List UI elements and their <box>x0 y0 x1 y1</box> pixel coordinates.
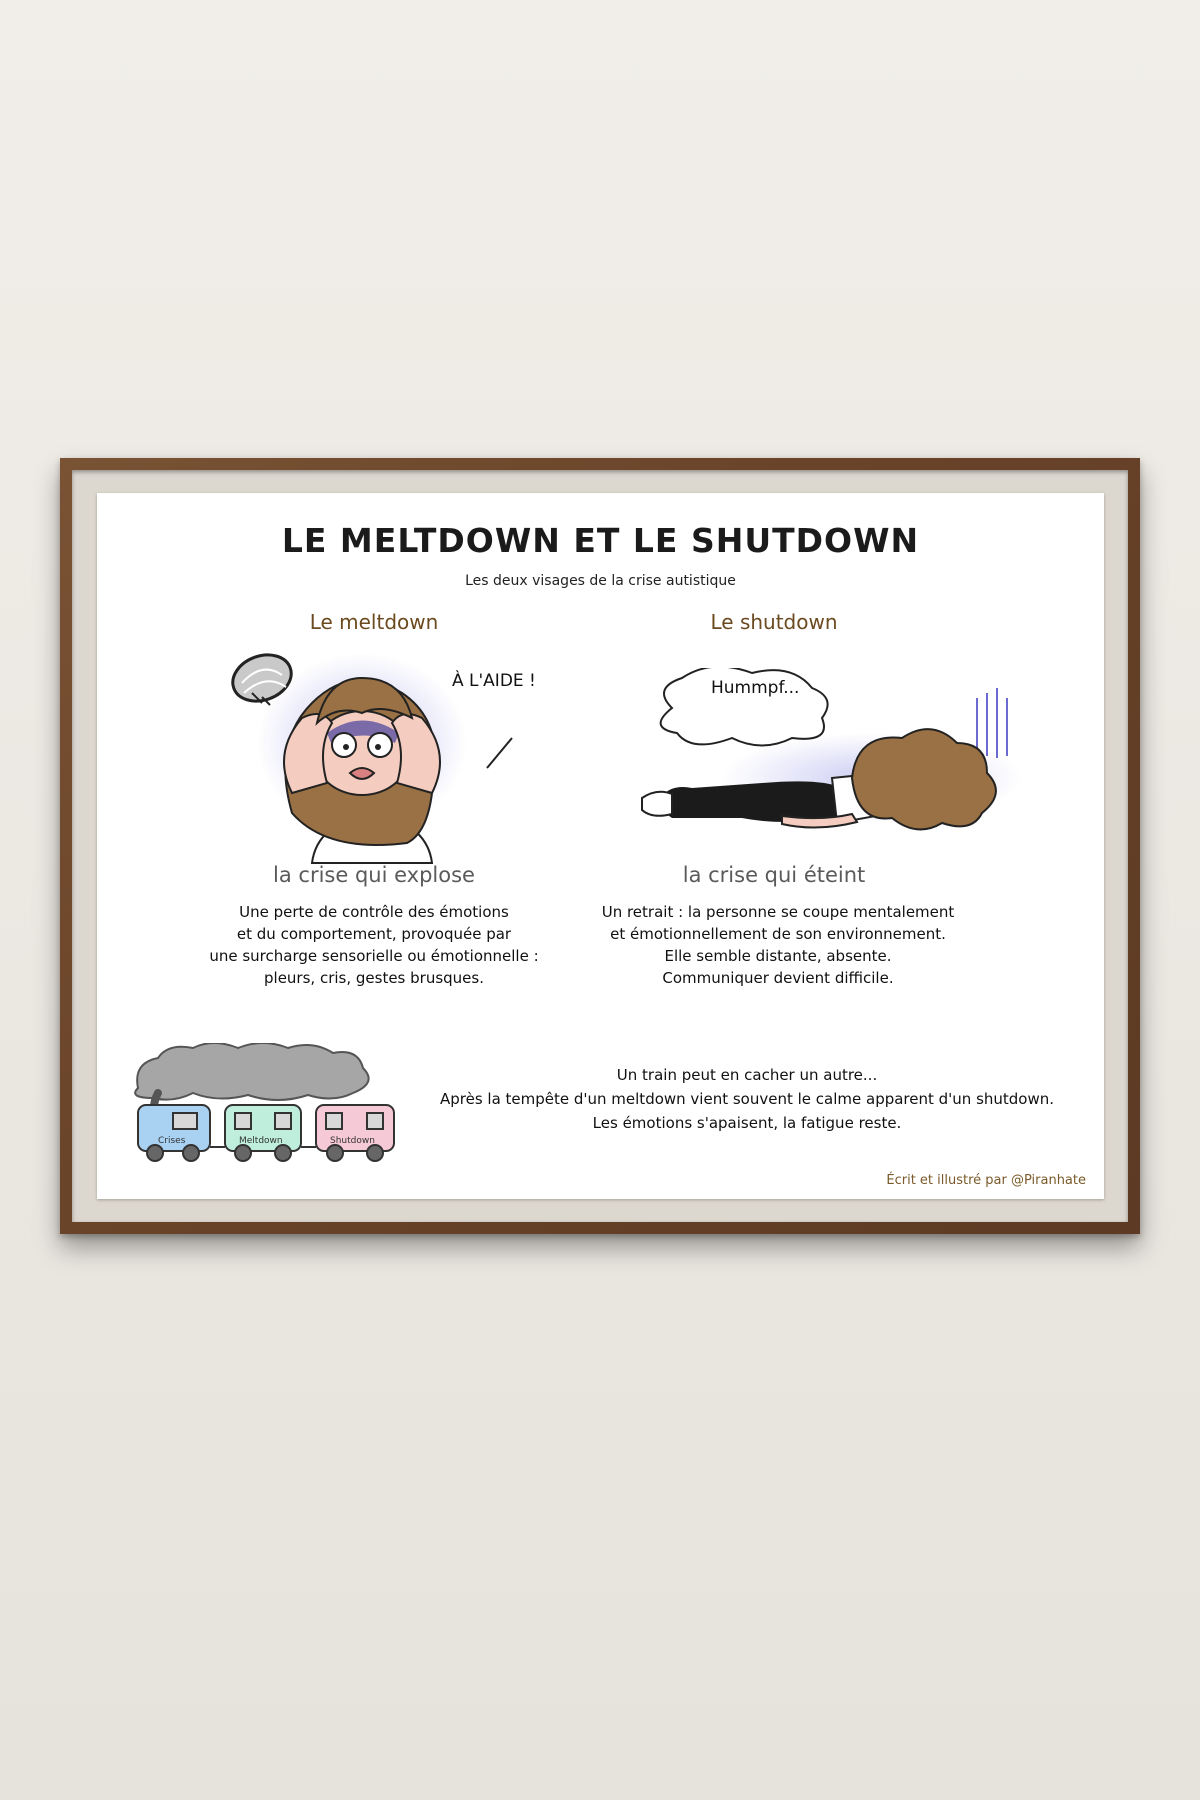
shutdown-illustration <box>632 668 1032 848</box>
poster <box>97 493 1104 1199</box>
credit: Écrit et illustré par @Piranhate <box>886 1173 1086 1188</box>
shutdown-description <box>548 901 1008 989</box>
meltdown-line: pleurs, cris, gestes brusques. <box>264 969 484 987</box>
shutdown-line: et émotionnellement de son environnement. <box>610 925 946 943</box>
bottom-line: Après la tempête d'un meltdown vient souvent le calme apparent d'un shutdown. <box>439 1090 1055 1108</box>
shutdown-caption: la crise qui éteint <box>682 863 866 887</box>
poster-title: LE MELTDOWN ET LE SHUTDOWN <box>281 521 920 560</box>
wagon-label: Shutdown <box>330 1136 375 1146</box>
bottom-text <box>397 1063 1097 1135</box>
shutdown-heading: Le shutdown <box>710 610 838 634</box>
shutdown-speech: Hummpf... <box>711 678 800 698</box>
shutdown-line: Communiquer devient difficile. <box>662 969 894 987</box>
poster-subtitle: Les deux visages de la crise autistique <box>465 573 736 589</box>
frame-mat <box>72 470 1128 1222</box>
bottom-line: Un train peut en cacher un autre... <box>616 1066 878 1084</box>
meltdown-speech: À L'AIDE ! <box>452 671 536 691</box>
shutdown-line: Elle semble distante, absente. <box>664 947 892 965</box>
wagon-label: Crises <box>158 1136 186 1146</box>
meltdown-heading: Le meltdown <box>309 610 439 634</box>
picture-frame <box>60 458 1140 1234</box>
meltdown-line: une surcharge sensorielle ou émotionnelle : <box>209 947 539 965</box>
meltdown-line: et du comportement, provoquée par <box>236 925 512 943</box>
meltdown-line: Une perte de contrôle des émotions <box>239 903 509 921</box>
shutdown-line: Un retrait : la personne se coupe mentalement <box>601 903 955 921</box>
meltdown-description <box>144 901 604 989</box>
smoke-cloud <box>135 1043 368 1100</box>
bottom-line: Les émotions s'apaisent, la fatigue reste. <box>592 1114 902 1132</box>
wagon-label: Meltdown <box>239 1136 283 1146</box>
meltdown-caption: la crise qui explose <box>273 863 475 887</box>
train-illustration <box>133 1043 423 1173</box>
